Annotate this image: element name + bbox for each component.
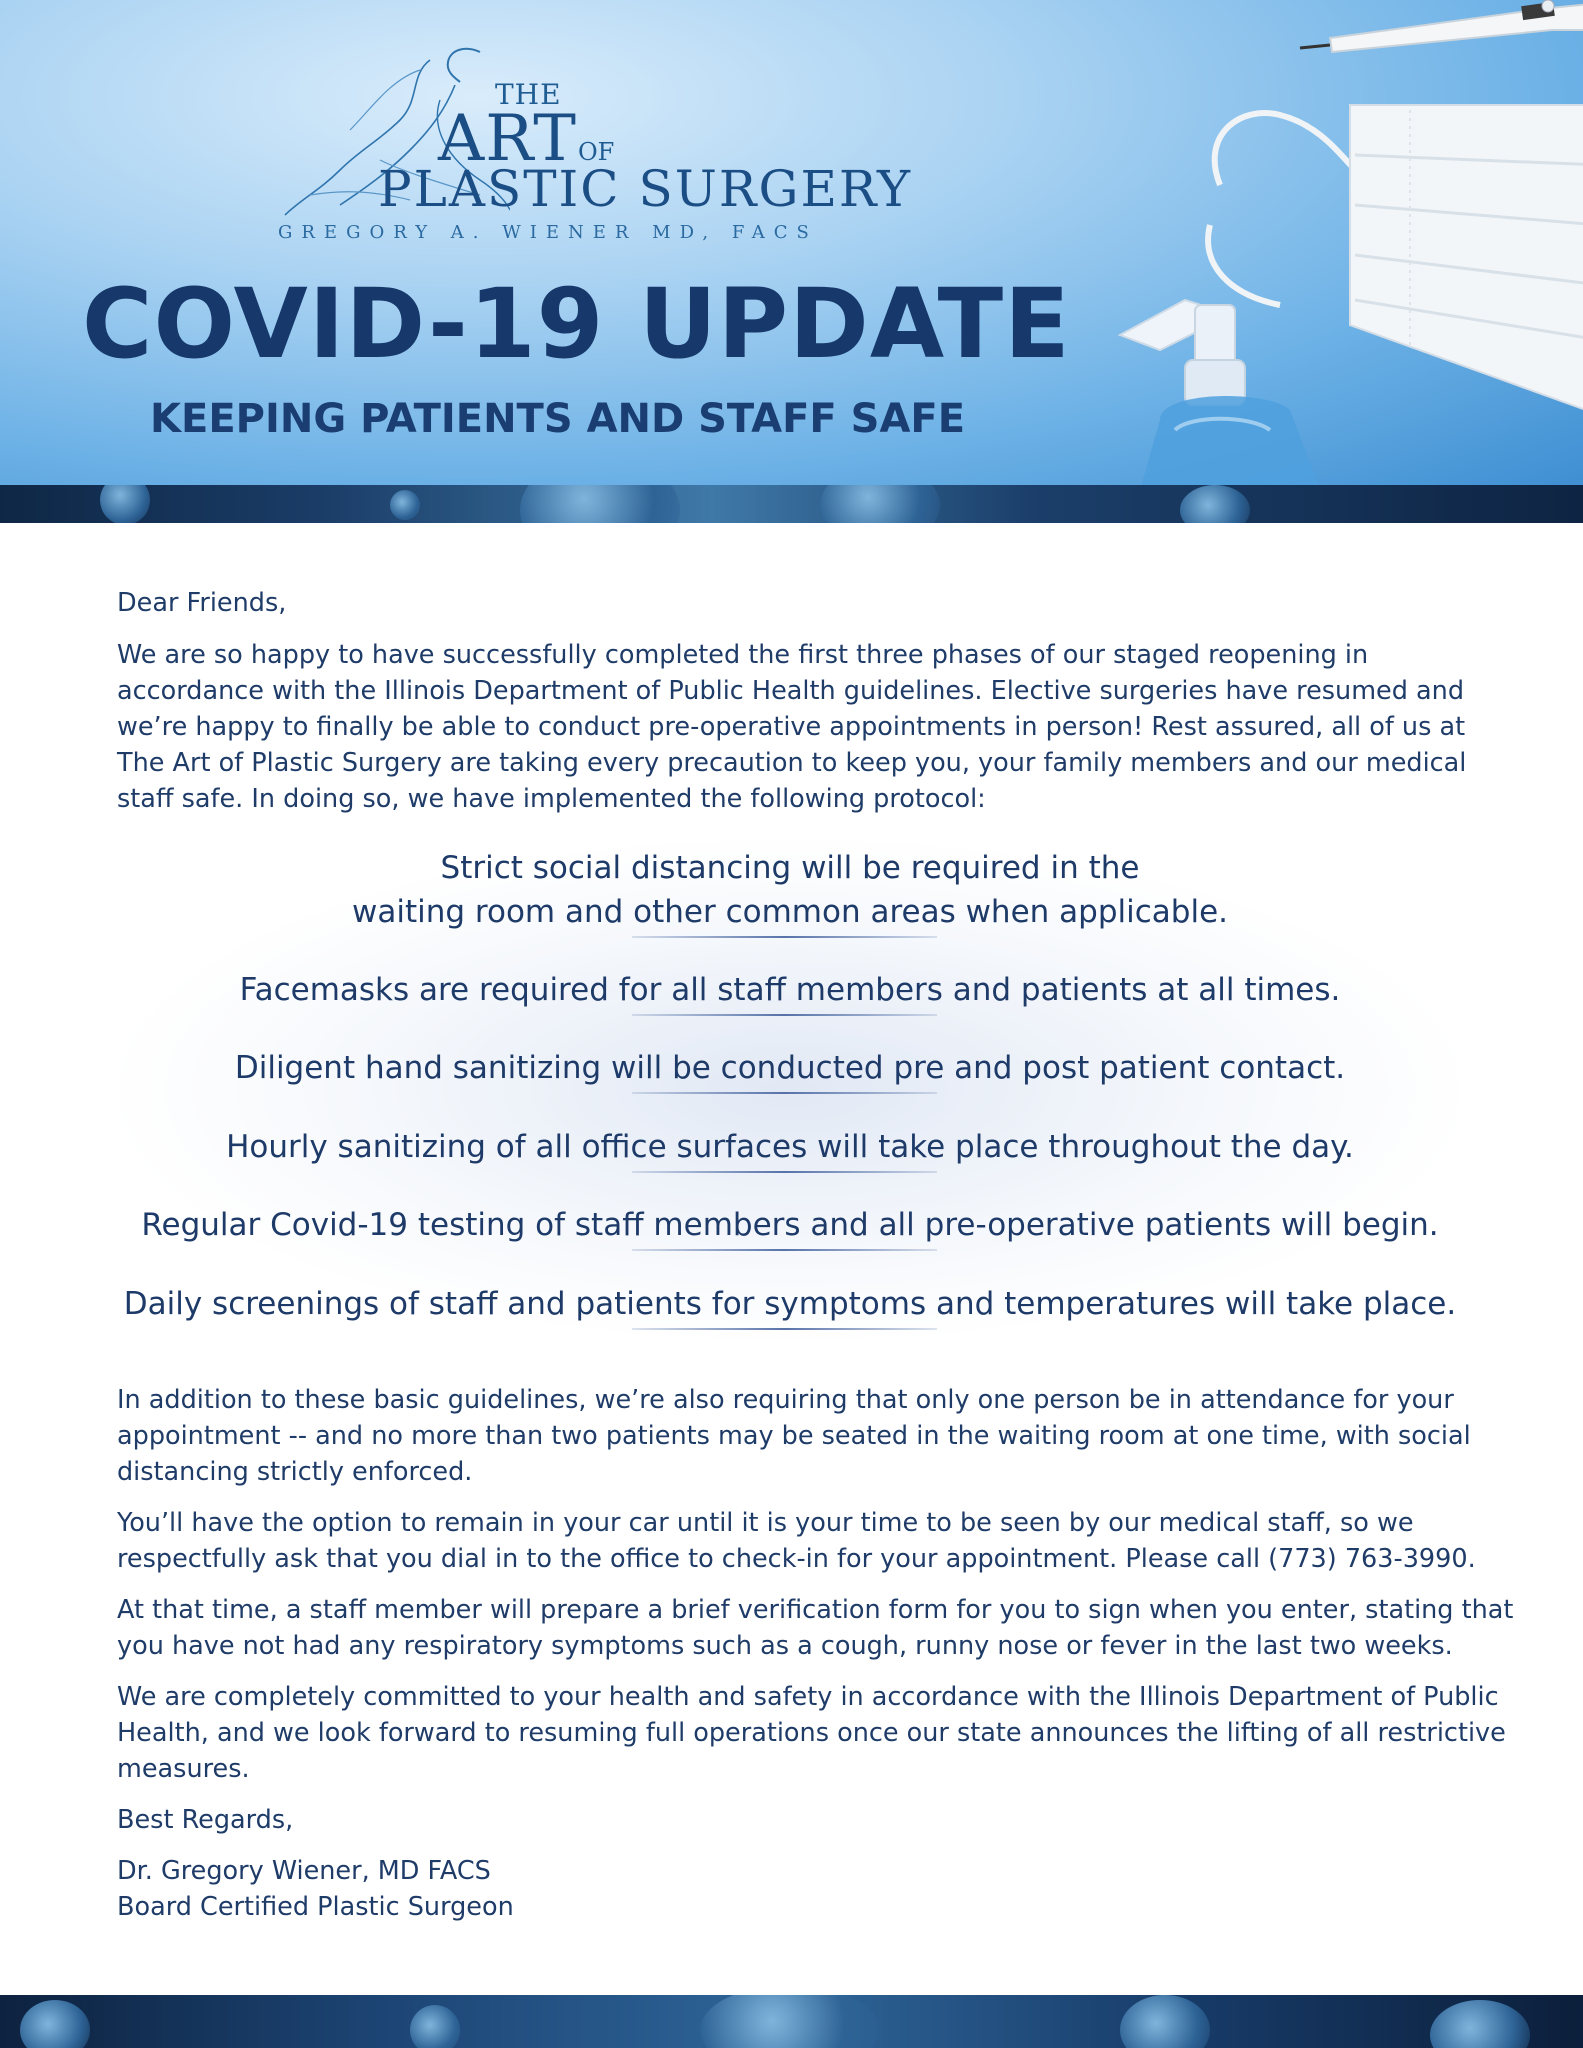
logo-word-art: ART	[438, 102, 577, 176]
greeting: Dear Friends,	[117, 588, 287, 618]
virus-particle-icon	[820, 485, 940, 523]
letter-body	[117, 1382, 1517, 1940]
virus-particle-icon	[20, 2000, 90, 2048]
virus-particle-icon	[520, 485, 680, 523]
protocol-item: Diligent hand sanitizing will be conducted pre and post patient contact.	[234, 1050, 1346, 1086]
practice-logo	[270, 40, 913, 250]
virus-particle-icon	[1120, 1995, 1210, 2048]
virus-particle-icon	[100, 485, 150, 523]
protocol-item: Hourly sanitizing of all office surfaces will take place throughout the day.	[226, 1129, 1354, 1165]
signature-name: Dr. Gregory Wiener, MD FACS	[117, 1856, 491, 1886]
virus-particle-icon	[390, 490, 420, 520]
sanitizer-bottle-icon	[1100, 280, 1400, 485]
virus-particle-icon	[700, 1995, 880, 2048]
page-subtitle: KEEPING PATIENTS AND STAFF SAFE	[150, 396, 966, 442]
logo-words-plastic-surgery: PLASTIC SURGERY	[378, 160, 913, 218]
thermometer-icon	[1290, 0, 1583, 60]
body-paragraph: You’ll have the option to remain in your car until it is your time to be seen by our medical staff, so we respectfully ask that you dial in to the office to check-in for your appointment. Please call (773) 763-3990.	[117, 1508, 1476, 1574]
logo-word-of: OF	[578, 138, 615, 166]
virus-image-band	[0, 485, 1583, 523]
protocol-item: Daily screenings of staff and patients for symptoms and temperatures will take place.	[123, 1286, 1457, 1322]
divider-line	[632, 1092, 937, 1094]
letter-intro	[117, 585, 1487, 832]
divider-line	[632, 936, 937, 938]
divider-line	[632, 1171, 937, 1173]
protocol-item: Facemasks are required for all staff members and patients at all times.	[239, 972, 1341, 1008]
body-paragraph: We are completely committed to your health and safety in accordance with the Illinois Department of Public Health, and we look forward to resuming full operations once our state announces the lifting of all restrictive measures.	[117, 1682, 1506, 1784]
divider-line	[632, 1014, 937, 1016]
logo-doctor-name: GREGORY A. WIENER MD, FACS	[278, 222, 818, 243]
intro-paragraph: We are so happy to have successfully completed the first three phases of our staged reopening in accordance with the Illinois Department of Public Health guidelines. Elective surgeries have resumed and we’re happy to finally be able to conduct pre-operative appointments in person! Rest assured, all of us at The Art of Plastic Surgery are taking every precaution to keep you, your family members and our medical staff safe. In doing so, we have implemented the following protocol:	[117, 640, 1467, 814]
protocol-item: Strict social distancing will be required in the	[440, 850, 1140, 886]
protocol-item: waiting room and other common areas when applicable.	[352, 894, 1228, 930]
divider-line	[632, 1249, 937, 1251]
virus-particle-icon	[1430, 2000, 1530, 2048]
logo-word-the: THE	[495, 78, 562, 111]
divider-line	[632, 1328, 937, 1330]
footer-virus-band	[0, 1995, 1583, 2048]
protocol-list	[120, 840, 1460, 1340]
body-paragraph: At that time, a staff member will prepare a brief verification form for you to sign when you enter, stating that you have not had any respiratory symptoms such as a cough, runny nose or fever in the last two weeks.	[117, 1595, 1514, 1661]
header-banner	[0, 0, 1583, 485]
protocol-item: Regular Covid-19 testing of staff members and all pre-operative patients will begin.	[141, 1207, 1439, 1243]
virus-particle-icon	[410, 2005, 460, 2048]
closing: Best Regards,	[117, 1805, 294, 1835]
body-paragraph: In addition to these basic guidelines, we’re also requiring that only one person be in attendance for your appointment -- and no more than two patients may be seated in the waiting room at one time, with social distancing strictly enforced.	[117, 1385, 1471, 1487]
signature-title: Board Certified Plastic Surgeon	[117, 1892, 514, 1922]
virus-particle-icon	[1180, 485, 1250, 523]
page-title: COVID-19 UPDATE	[82, 268, 1071, 380]
